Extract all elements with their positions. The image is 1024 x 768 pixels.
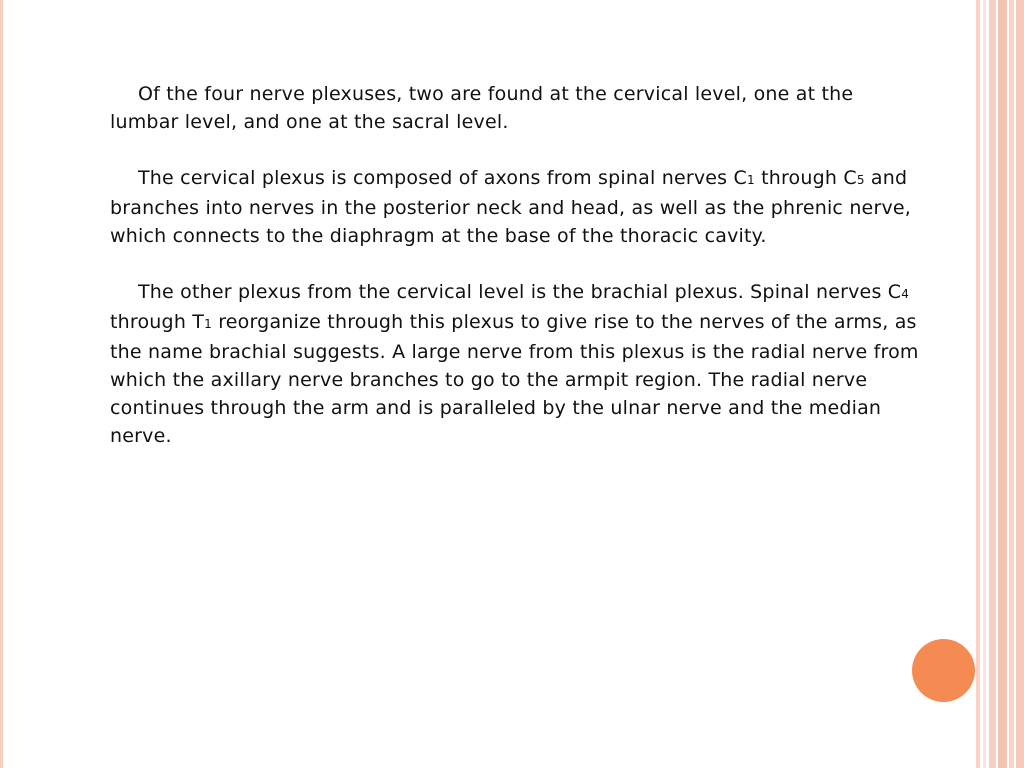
right-band-stripe [1009, 0, 1014, 768]
nerve-number: 1 [204, 317, 212, 331]
right-band-stripe [983, 0, 986, 768]
paragraph-cervical-plexus [110, 164, 920, 250]
nerve-number: 5 [856, 173, 865, 187]
paragraph-text: through T [110, 311, 205, 333]
paragraph-text: reorganize through this plexus to give rise to the nerves of the arms, as the name brachial suggests. A large nerve from this plexus is the radial nerve from which the axillary nerve branches to go to the armpit region. The radial nerve continues through the arm and is paralleled by the ulnar nerve and the median nerve. [110, 311, 919, 447]
paragraph-text: Of the four nerve plexuses, two are found at the cervical level, one at the lumbar level, and one at the sacral level. [110, 83, 854, 133]
paragraph-text: and branches into nerves in the posterior neck and head, as well as the phrenic nerve, which connects to the diaphragm at the base of the thoracic cavity. [110, 167, 912, 247]
right-band-stripe [989, 0, 996, 768]
right-band-stripe [998, 0, 1007, 768]
paragraph-brachial-plexus [110, 278, 920, 450]
paragraph-text: The cervical plexus is composed of axons from spinal nerves C [138, 167, 747, 189]
paragraph-text: through C [754, 167, 857, 189]
right-band-stripe [1016, 0, 1024, 768]
nerve-number: 4 [901, 287, 910, 301]
accent-circle-decoration [912, 639, 975, 702]
slide-body [110, 80, 920, 478]
nerve-number: 1 [746, 173, 755, 187]
right-band-stripe [976, 0, 980, 768]
paragraph-text: The other plexus from the cervical level is the brachial plexus. Spinal nerves C [138, 281, 902, 303]
left-border-decoration [0, 0, 3, 768]
paragraph-plexus-overview [110, 80, 920, 136]
